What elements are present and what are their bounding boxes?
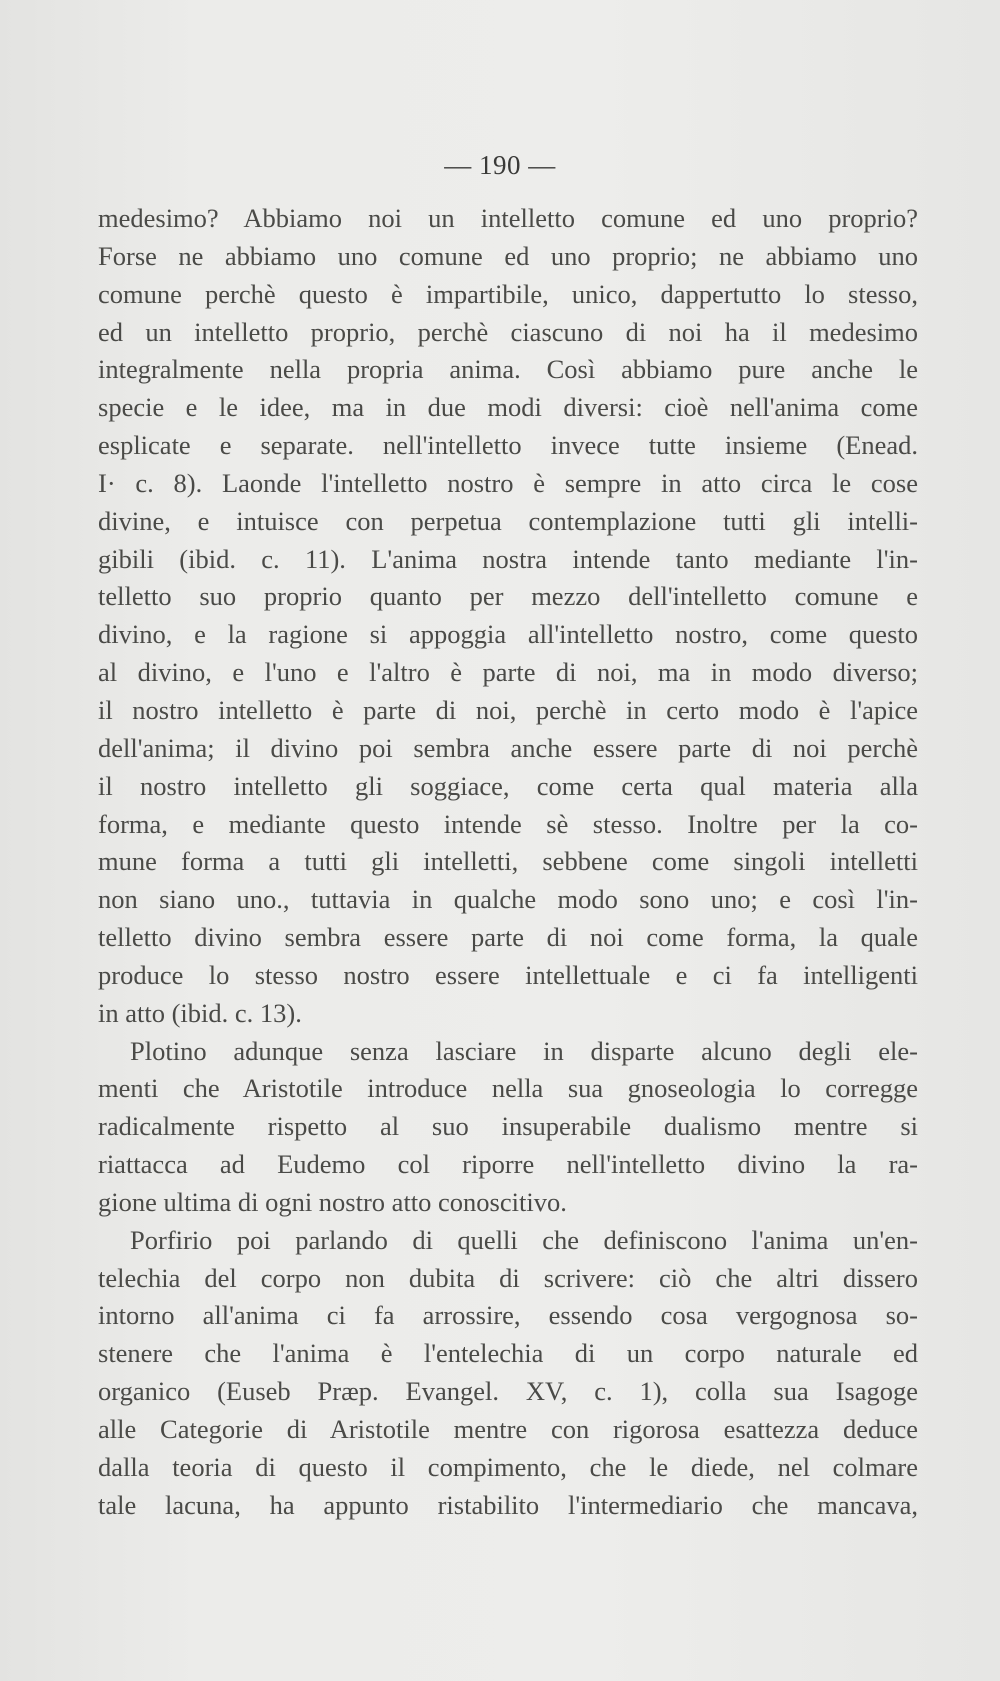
text-line: tale lacuna, ha appunto ristabilito l'intermediario che mancava,: [98, 1489, 918, 1520]
text-line: comune perchè questo è impartibile, unico, dappertutto lo stesso,: [98, 278, 918, 309]
text-line: radicalmente rispetto al suo insuperabile dualismo mentre si: [98, 1111, 918, 1142]
text-line: ed un intelletto proprio, perchè ciascuno di noi ha il medesimo: [98, 316, 918, 347]
text-line: alle Categorie di Aristotile mentre con rigorosa esattezza deduce: [98, 1414, 918, 1444]
text-line: gibili (ibid. c. 11). L'anima nostra intende tanto mediante l'in-: [98, 543, 918, 574]
text-line: telletto divino sembra essere parte di noi come forma, la quale: [98, 922, 918, 953]
text-line: divine, e intuisce con perpetua contemplazione tutti gli intelli-: [98, 505, 918, 536]
text-line: dell'anima; il divino poi sembra anche essere parte di noi perchè: [98, 732, 918, 763]
text-line: medesimo? Abbiamo noi un intelletto comune ed uno proprio?: [98, 203, 918, 233]
text-line: Forse ne abbiamo uno comune ed uno proprio; ne abbiamo uno: [98, 240, 918, 271]
text-line: telletto suo proprio quanto per mezzo dell'intelletto comune e: [98, 581, 918, 612]
text-line: non siano uno., tuttavia in qualche modo sono uno; e così l'in-: [98, 884, 918, 915]
text-line: Porfirio poi parlando di quelli che definiscono l'anima un'en-: [130, 1224, 918, 1255]
text-line: I· c. 8). Laonde l'intelletto nostro è sempre in atto circa le cose: [98, 467, 918, 498]
text-line: telechia del corpo non dubita di scrivere: ciò che altri dissero: [98, 1262, 918, 1293]
page-number: — 190 —: [444, 150, 556, 180]
text-line: specie e le idee, ma in due modi diversi: cioè nell'anima come: [98, 392, 918, 423]
text-line: gione ultima di ogni nostro atto conoscitivo.: [98, 1186, 567, 1217]
text-line: integralmente nella propria anima. Così abbiamo pure anche le: [98, 354, 918, 385]
text-line: esplicate e separate. nell'intelletto invece tutte insieme (Enead.: [98, 430, 918, 461]
text-line: al divino, e l'uno e l'altro è parte di noi, ma in modo diverso;: [98, 657, 918, 688]
text-line: divino, e la ragione si appoggia all'intelletto nostro, come questo: [98, 619, 918, 650]
text-line: riattacca ad Eudemo col riporre nell'intelletto divino la ra-: [98, 1149, 918, 1180]
body-text: [98, 200, 918, 1525]
text-line: mune forma a tutti gli intelletti, sebbene come singoli intelletti: [98, 846, 918, 877]
text-line: forma, e mediante questo intende sè stesso. Inoltre per la co-: [98, 808, 918, 839]
text-line: menti che Aristotile introduce nella sua gnoseologia lo corregge: [98, 1073, 918, 1104]
text-line: il nostro intelletto è parte di noi, perchè in certo modo è l'apice: [98, 694, 918, 725]
text-line: Plotino adunque senza lasciare in disparte alcuno degli ele-: [130, 1035, 918, 1066]
text-line: intorno all'anima ci fa arrossire, essendo cosa vergognosa so-: [98, 1300, 918, 1331]
text-line: organico (Euseb Præp. Evangel. XV, c. 1), colla sua Isagoge: [98, 1376, 918, 1407]
text-line: dalla teoria di questo il compimento, che le diede, nel colmare: [98, 1451, 918, 1482]
text-line: il nostro intelletto gli soggiace, come certa qual materia alla: [98, 770, 918, 801]
text-line: produce lo stesso nostro essere intellettuale e ci fa intelligenti: [98, 959, 918, 990]
text-line: stenere che l'anima è l'entelechia di un corpo naturale ed: [98, 1338, 918, 1369]
text-line: in atto (ibid. c. 13).: [98, 997, 302, 1028]
